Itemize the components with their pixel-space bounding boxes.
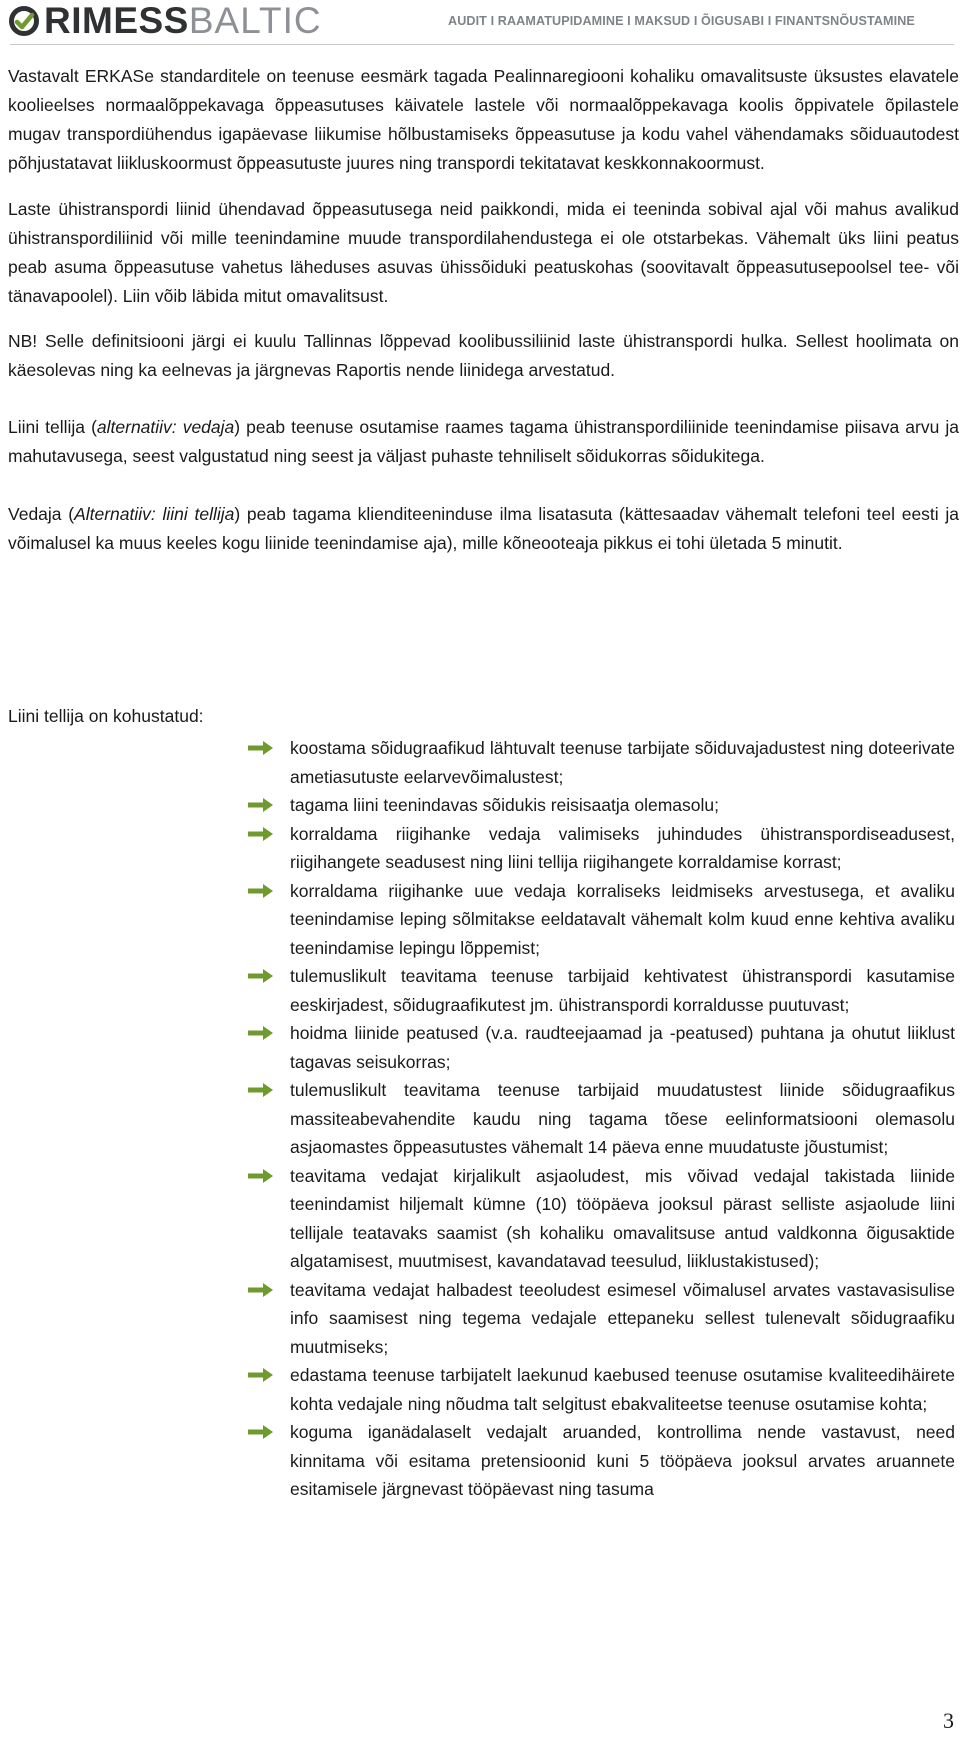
arrow-right-icon: [248, 826, 274, 842]
list-item-text: tulemuslikult teavitama teenuse tarbijaid kehtivatest ühistranspordi kasutamise eeskirjadest, sõidugraafikutest jm. ühistranspordi korraldusse puutuvast;: [290, 966, 955, 1015]
paragraph-carrier: Vedaja (Alternatiiv: liini tellija) peab tagama klienditeeninduse ilma lisatasuta (kättesaadav vähemalt telefoni teel eesti ja võimalusel ka muus keeles kogu liinide teenindamise aja), mille kõneooteaja pikkus ei tohi ületada 5 minutit.: [8, 504, 960, 553]
paragraph-lines: Laste ühistranspordi liinid ühendavad õppeasutusega neid paikkondi, mida ei teeninda sobival ajal või mahus avalikud ühistranspordiliinid või mille teenindamine muude transpordilahendustega ei ole otstarbekas. Vähemalt üks liini peatus peab asuma õppeasutuse vahetus läheduses asuvas ühissõiduki peatuskohas (soovitavalt õppeasutusepoolsel tee- või tänavapoolel). Liin võib läbida mitut omavalitsust.: [8, 199, 959, 306]
logo-wordmark: RIMESSBALTIC: [44, 0, 322, 41]
arrow-right-icon: [248, 1025, 274, 1041]
arrow-right-icon: [248, 883, 274, 899]
list-item-text: tagama liini teenindavas sõidukis reisisaatja olemasolu;: [290, 795, 719, 815]
arrow-right-icon: [248, 1424, 274, 1440]
arrow-right-icon: [248, 740, 274, 756]
paragraph-orderer: Liini tellija (alternatiiv: vedaja) peab teenuse osutamise raames tagama ühistranspordiliinide teenindamise piisava arvu ja mahutavusega, seest valgustatud ning seest ja väljast puhaste tehniliselt sõidukorras sõidukitega.: [8, 417, 959, 466]
paragraph-nb: NB! Selle definitsiooni järgi ei kuulu Tallinnas lõppevad koolibussiliinid laste ühistranspordi hulka. Sellest hoolimata on käesolevas ning ka eelnevas ja järgnevas Raportis nende liinidega arvestatud.: [8, 331, 959, 380]
obligations-list: [248, 734, 955, 1504]
paragraph-purpose: Vastavalt ERKASe standarditele on teenuse eesmärk tagada Pealinnaregiooni kohaliku omavalitsuste üksustes elavatele koolieelses normaalõppekavaga õppeasutuses käivatele lastele või normaalõppekavaga koolis õppivatele õpilastele mugav transpordiühendus igapäevase liikumise hõlbustamiseks õppeasutuse ja kodu vahel vähendamaks sõiduautodest põhjustatavat liikluskoormust õppeasutuste juures ning transpordi tekitatavat keskkonnakoormust.: [8, 66, 959, 173]
list-item: [248, 1076, 955, 1162]
page-header: [0, 0, 960, 50]
arrow-right-icon: [248, 1282, 274, 1298]
list-item-text: koguma iganädalaselt vedajalt aruanded, kontrollima nende vastavust, need kinnitama või esitama pretensioonid kuni 5 tööpäeva jooksul arvates aruannete esitamisele järgnevast tööpäevast ning tasuma: [290, 1422, 955, 1499]
arrow-right-icon: [248, 1082, 274, 1098]
list-item: [248, 877, 955, 963]
header-divider: [10, 44, 954, 45]
logo-mark-icon: [8, 5, 40, 37]
arrow-right-icon: [248, 1367, 274, 1383]
list-item-text: korraldama riigihanke uue vedaja korraliseks leidmiseks arvestusega, et avaliku teenindamise leping sõlmitakse eeldatavalt vähemalt kolm kuud enne kehtiva avaliku teenindamise lepingu lõppemist;: [290, 880, 955, 958]
list-item-text: hoidma liinide peatused (v.a. raudteejaamad ja -peatused) puhtana ja ohutut liiklust tagavas seisukorras;: [290, 1023, 955, 1072]
list-item: [248, 791, 955, 820]
arrow-right-icon: [248, 797, 274, 813]
list-item: [248, 734, 955, 791]
body-text: [8, 62, 959, 558]
list-item: [248, 820, 955, 877]
list-item: [248, 1019, 955, 1076]
list-item-text: koostama sõidugraafikud lähtuvalt teenuse tarbijate sõiduvajadustest ning doteerivate ametiasutuste eelarvevõimalustest;: [290, 738, 955, 787]
list-item-text: korraldama riigihanke vedaja valimiseks juhindudes ühistranspordiseadusest, riigihangete seadusest ning liini tellija riigihangete korraldamise korrast;: [290, 823, 955, 872]
list-item: [248, 1276, 955, 1362]
list-item: [248, 1162, 955, 1276]
list-item: [248, 962, 955, 1019]
list-item: [248, 1418, 955, 1504]
obligations-label: Liini tellija on kohustatud:: [8, 706, 204, 726]
arrow-right-icon: [248, 1168, 274, 1184]
list-item-text: edastama teenuse tarbijatelt laekunud kaebused teenuse osutamise kvaliteedihäirete kohta vedajale ning nõudma talt selgitust ebakvaliteetse teenuse osutamise kohta;: [290, 1365, 955, 1414]
list-item-text: tulemuslikult teavitama teenuse tarbijaid muudatustest liinide sõidugraafikus massiteabevahendite kaudu ning tagama tõese eelinformatsiooni olemasolu asjaomastes õppeasutustes vähemalt 14 päeva enne muudatuste jõustumist;: [290, 1080, 955, 1157]
list-item: [248, 1361, 955, 1418]
list-item-text: teavitama vedajat kirjalikult asjaoludest, mis võivad vedajal takistada liinide teenindamist hiljemalt kümne (10) tööpäeva jooksul pärast selliste asjaolude liini tellijale teatavaks saamist (sh kohaliku omavalitsuse antud valdkonna õigusaktide algatamisest, muutmisest, kavandatavad teesulud, liiklustakistused);: [290, 1165, 955, 1271]
company-logo: [8, 2, 322, 40]
header-tagline: AUDIT I RAAMATUPIDAMINE I MAKSUD I ÕIGUSABI I FINANTSNÕUSTAMINE: [448, 14, 915, 28]
arrow-right-icon: [248, 968, 274, 984]
page-number: 3: [943, 1708, 954, 1733]
list-item-text: teavitama vedajat halbadest teeoludest esimesel võimalusel arvates vastavasisulise info saamisest ning tegema vedajale ettepaneku sellest tulenevalt sõidugraafiku muutmiseks;: [290, 1279, 955, 1357]
